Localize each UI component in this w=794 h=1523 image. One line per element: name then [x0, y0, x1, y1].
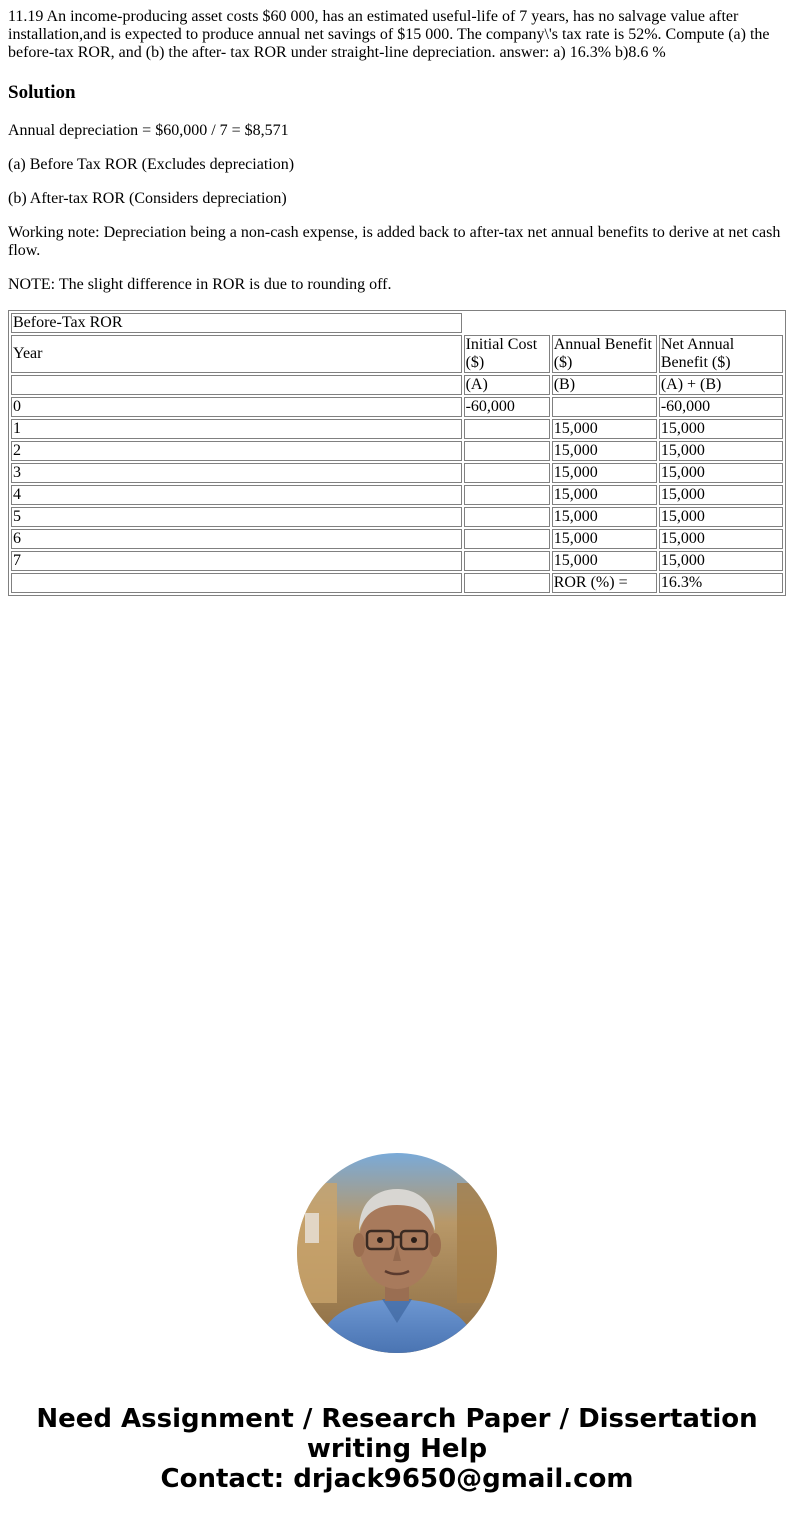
- footer-contact: Contact: drjack9650@gmail.com: [160, 1464, 634, 1494]
- cell-year: 3: [11, 463, 462, 483]
- question-text: 11.19 An income-producing asset costs $60 000, has an estimated useful-life of 7 years, has no salvage value after installation,and is expected to produce annual net savings of $15 000. The company\'s tax rate is 52%. Compute (a) the before-tax ROR, and (b) the after- tax ROR under straight-line depreciation. answer: a) 16.3% b)8.6 %: [8, 8, 770, 61]
- subheader-year: [11, 375, 462, 395]
- before-tax-ror-table: [8, 310, 786, 596]
- cell-net-annual-benefit: 15,000: [659, 551, 783, 571]
- cell-year: 6: [11, 529, 462, 549]
- cell-year: 7: [11, 551, 462, 571]
- cell-initial-cost: [464, 551, 550, 571]
- document-body: [0, 0, 794, 596]
- table-row: [11, 419, 783, 439]
- table-row: [11, 529, 783, 549]
- table-title: Before-Tax ROR: [11, 313, 462, 333]
- footer-advert: [0, 1404, 794, 1494]
- cell-net-annual-benefit: 15,000: [659, 419, 783, 439]
- table-row: [11, 507, 783, 527]
- footer-line-2: writing Help: [306, 1434, 488, 1464]
- cell-initial-cost: -60,000: [464, 397, 550, 417]
- footer-line-1: Need Assignment / Research Paper / Dissertation: [36, 1404, 758, 1434]
- cell-initial-cost: [464, 463, 550, 483]
- after-tax-paragraph: (b) After-tax ROR (Considers depreciation): [8, 190, 287, 207]
- cell-annual-benefit: 15,000: [552, 419, 657, 439]
- cell-annual-benefit: 15,000: [552, 529, 657, 549]
- result-spacer: [464, 573, 550, 593]
- header-annual-benefit: Annual Benefit ($): [552, 335, 657, 373]
- subheader-annual-benefit: (B): [552, 375, 657, 395]
- cell-net-annual-benefit: 15,000: [659, 463, 783, 483]
- cell-initial-cost: [464, 507, 550, 527]
- before-tax-paragraph: (a) Before Tax ROR (Excludes depreciation): [8, 156, 295, 173]
- cell-year: 0: [11, 397, 462, 417]
- cell-year: 4: [11, 485, 462, 505]
- cell-annual-benefit: [552, 397, 657, 417]
- rounding-note-paragraph: NOTE: The slight difference in ROR is due to rounding off.: [8, 276, 392, 293]
- cell-year: 5: [11, 507, 462, 527]
- depreciation-paragraph: Annual depreciation = $60,000 / 7 = $8,571: [8, 122, 289, 139]
- table-row: [11, 463, 783, 483]
- cell-initial-cost: [464, 485, 550, 505]
- solution-heading: Solution: [8, 82, 76, 103]
- author-photo-illustration: [297, 1153, 497, 1353]
- table-title-row: [11, 313, 783, 333]
- cell-annual-benefit: 15,000: [552, 485, 657, 505]
- result-value: 16.3%: [659, 573, 783, 593]
- table-result-row: [11, 573, 783, 593]
- table-row: [11, 485, 783, 505]
- table-title-spacer: [552, 313, 657, 333]
- header-initial-cost: Initial Cost ($): [464, 335, 550, 373]
- cell-annual-benefit: 15,000: [552, 551, 657, 571]
- cell-year: 1: [11, 419, 462, 439]
- cell-initial-cost: [464, 419, 550, 439]
- header-net-annual-benefit: Net Annual Benefit ($): [659, 335, 783, 373]
- table-row: [11, 551, 783, 571]
- cell-net-annual-benefit: -60,000: [659, 397, 783, 417]
- cell-net-annual-benefit: 15,000: [659, 441, 783, 461]
- cell-net-annual-benefit: 15,000: [659, 485, 783, 505]
- cell-initial-cost: [464, 529, 550, 549]
- subheader-initial-cost: (A): [464, 375, 550, 395]
- result-spacer: [11, 573, 462, 593]
- author-photo: [297, 1153, 497, 1353]
- table-row: [11, 397, 783, 417]
- cell-net-annual-benefit: 15,000: [659, 529, 783, 549]
- cell-year: 2: [11, 441, 462, 461]
- cell-initial-cost: [464, 441, 550, 461]
- cell-annual-benefit: 15,000: [552, 507, 657, 527]
- table-row: [11, 441, 783, 461]
- result-label: ROR (%) =: [552, 573, 657, 593]
- header-year: Year: [11, 335, 462, 373]
- working-note-paragraph: Working note: Depreciation being a non-cash expense, is added back to after-tax net annual benefits to derive at net cash flow.: [8, 224, 781, 259]
- table-title-spacer: [464, 313, 550, 333]
- subheader-net-annual-benefit: (A) + (B): [659, 375, 783, 395]
- cell-annual-benefit: 15,000: [552, 441, 657, 461]
- cell-net-annual-benefit: 15,000: [659, 507, 783, 527]
- table-subheader-row: [11, 375, 783, 395]
- cell-annual-benefit: 15,000: [552, 463, 657, 483]
- table-title-spacer: [659, 313, 783, 333]
- table-header-row: [11, 335, 783, 373]
